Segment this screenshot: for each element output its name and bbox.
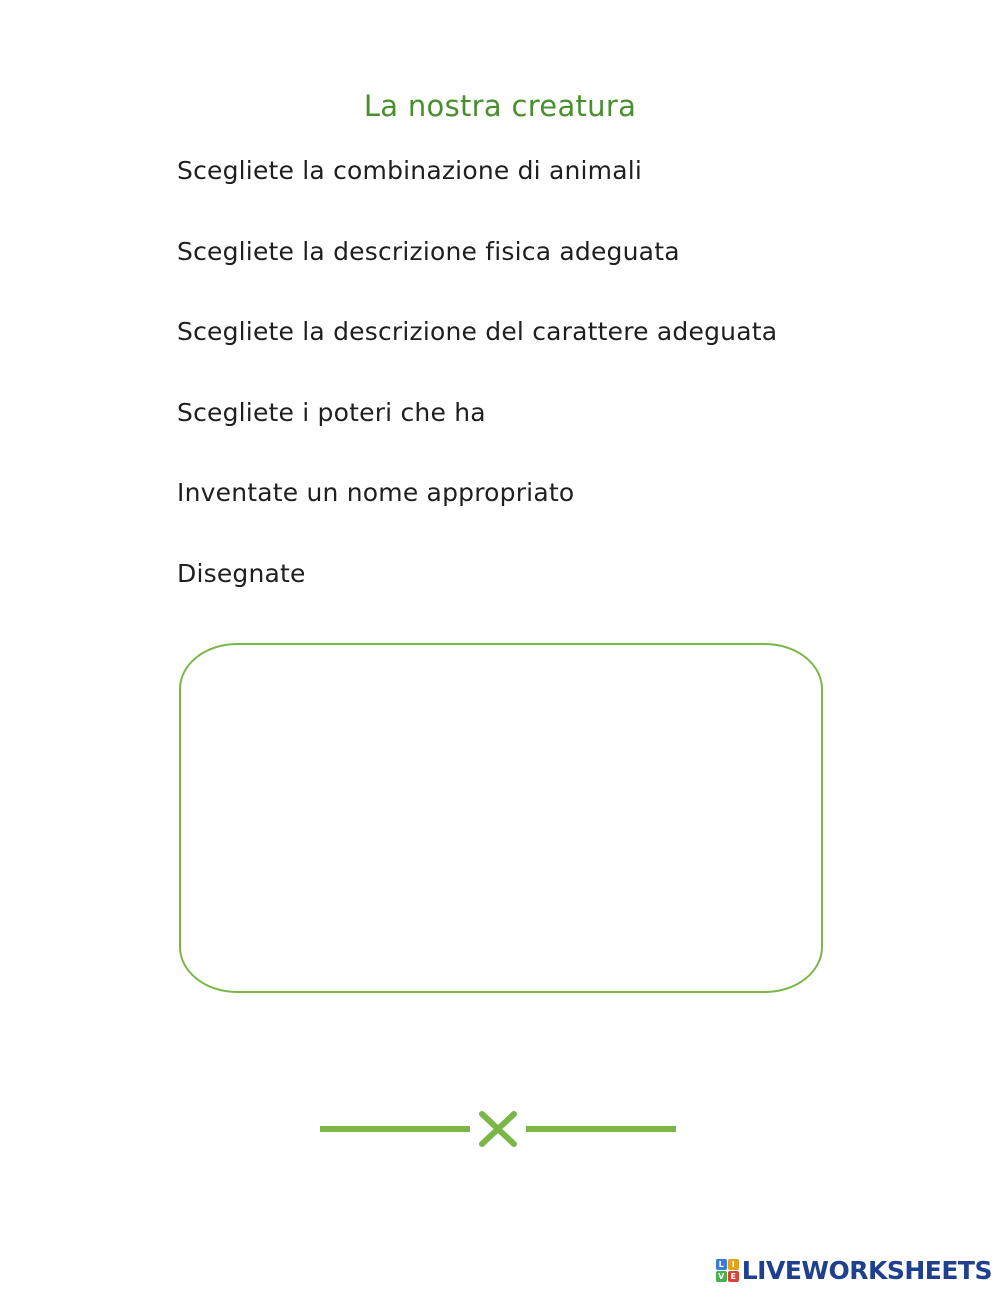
brand-name: LIVEWORKSHEETS — [741, 1255, 992, 1285]
instruction-step-draw: Disegnate — [177, 558, 306, 588]
instruction-step-character-description: Scegliete la descrizione del carattere adeguata — [177, 317, 778, 347]
instruction-list — [177, 150, 777, 634]
liveworksheets-logo-icon — [716, 1259, 739, 1282]
logo-tile-l: L — [716, 1259, 727, 1270]
liveworksheets-brand — [716, 1255, 992, 1285]
instruction-step-name: Inventate un nome appropriato — [177, 478, 575, 508]
logo-tile-e: E — [728, 1271, 739, 1282]
logo-tile-i: I — [728, 1259, 739, 1270]
instruction-step-animals: Scegliete la combinazione di animali — [177, 156, 643, 185]
instruction-step-powers: Scegliete i poteri che ha — [177, 397, 486, 427]
instruction-step-physical-description: Scegliete la descrizione fisica adeguata — [177, 236, 680, 266]
worksheet-title: La nostra creatura — [363, 89, 637, 123]
decorative-divider — [320, 1108, 676, 1150]
logo-tile-v: V — [716, 1271, 727, 1282]
drawing-area[interactable] — [179, 643, 823, 993]
